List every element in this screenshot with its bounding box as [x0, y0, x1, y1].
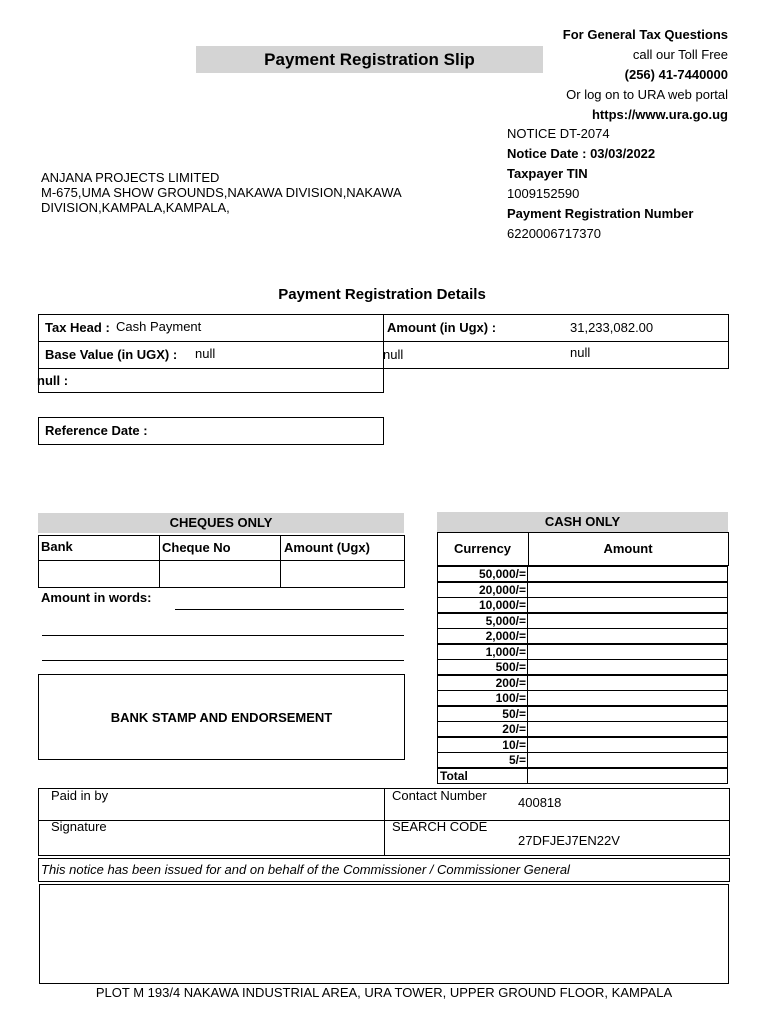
cash-row	[437, 613, 728, 629]
prn-label: Payment Registration Number	[507, 206, 694, 221]
denomination-label: 10/=	[437, 737, 528, 753]
cheque-bank-input[interactable]	[38, 560, 160, 588]
cash-row	[437, 690, 728, 706]
cash-row	[437, 706, 728, 722]
cheques-heading: CHEQUES ONLY	[38, 513, 404, 533]
taxpayer-tin-label: Taxpayer TIN	[507, 166, 588, 181]
denomination-amount-field[interactable]	[528, 582, 728, 598]
notice-date: Notice Date : 03/03/2022	[507, 146, 656, 161]
col-amount-ugx: Amount (Ugx)	[284, 540, 370, 555]
null-row-cell	[38, 368, 384, 393]
amount-in-words-label: Amount in words:	[41, 590, 152, 605]
cash-total-amount[interactable]	[528, 768, 728, 784]
denomination-amount-field[interactable]	[528, 706, 728, 722]
amount-words-line-2[interactable]	[42, 635, 404, 636]
cash-row	[437, 737, 728, 753]
address-line-2: M-675,UMA SHOW GROUNDS,NAKAWA DIVISION,NAKAWA	[41, 185, 402, 200]
denomination-amount-field[interactable]	[528, 613, 728, 629]
denomination-label: 5/=	[437, 752, 528, 768]
details-heading: Payment Registration Details	[278, 286, 486, 303]
col-amount: Amount	[603, 541, 653, 556]
tax-head-value: Cash Payment	[116, 319, 202, 334]
address-line-3: DIVISION,KAMPALA,KAMPALA,	[41, 200, 230, 215]
taxpayer-address	[41, 170, 441, 215]
denomination-label: 20,000/=	[437, 582, 528, 598]
reference-date-label: Reference Date :	[45, 423, 148, 438]
toll-free-phone: (256) 41-7440000	[624, 67, 728, 82]
denomination-label: 1,000/=	[437, 644, 528, 660]
denomination-amount-field[interactable]	[528, 659, 728, 675]
denomination-label: 50,000/=	[437, 566, 528, 582]
notice-number: NOTICE DT-2074	[507, 126, 610, 141]
denomination-label: 20/=	[437, 721, 528, 737]
denomination-label: 2,000/=	[437, 628, 528, 644]
denomination-amount-field[interactable]	[528, 675, 728, 691]
denomination-amount-field[interactable]	[528, 644, 728, 660]
denomination-amount-field[interactable]	[528, 721, 728, 737]
denomination-label: 10,000/=	[437, 597, 528, 613]
search-code-label: SEARCH CODE	[392, 819, 488, 834]
tax-info-heading: For General Tax Questions	[562, 27, 728, 42]
footer-address: PLOT M 193/4 NAKAWA INDUSTRIAL AREA, URA TOWER, UPPER GROUND FLOOR, KAMPALA	[95, 985, 673, 1000]
denomination-label: 5,000/=	[437, 613, 528, 629]
signature-label: Signature	[51, 819, 107, 834]
cash-row	[437, 721, 728, 737]
cash-total-row	[437, 768, 728, 784]
col-cheque-no: Cheque No	[162, 540, 231, 555]
denomination-label: 500/=	[437, 659, 528, 675]
cash-row	[437, 644, 728, 660]
notice-info	[507, 124, 747, 244]
bank-stamp-label: BANK STAMP AND ENDORSEMENT	[110, 710, 333, 725]
null-label: null	[383, 347, 404, 362]
col-bank: Bank	[41, 539, 73, 554]
null-value: null	[570, 345, 591, 360]
amount-label: Amount (in Ugx) :	[387, 320, 497, 335]
denomination-amount-field[interactable]	[528, 597, 728, 613]
null-row-label: null :	[37, 373, 69, 388]
amount-value: 31,233,082.00	[570, 320, 654, 335]
taxpayer-tin: 1009152590	[507, 186, 580, 201]
cash-row	[437, 566, 728, 582]
denomination-amount-field[interactable]	[528, 628, 728, 644]
denomination-label: 100/=	[437, 690, 528, 706]
cash-row	[437, 628, 728, 644]
tax-info-line1: call our Toll Free	[632, 47, 728, 62]
denomination-amount-field[interactable]	[528, 566, 728, 582]
remarks-box	[39, 884, 729, 984]
cash-total-label	[437, 768, 528, 784]
cash-heading: CASH ONLY	[437, 512, 728, 532]
contact-number-value: 400818	[518, 795, 562, 810]
paid-in-by-label: Paid in by	[51, 788, 109, 803]
base-value-label: Base Value (in UGX) :	[45, 347, 178, 362]
cash-row	[437, 582, 728, 598]
cheque-amount-input[interactable]	[280, 560, 405, 588]
cash-row	[437, 675, 728, 691]
notice-text: This notice has been issued for and on behalf of the Commissioner / Commissioner General	[41, 862, 570, 877]
denomination-amount-field[interactable]	[528, 737, 728, 753]
prn-value: 6220006717370	[507, 226, 601, 241]
amount-words-line-1[interactable]	[175, 609, 404, 610]
col-currency: Currency	[453, 541, 512, 556]
cash-row	[437, 597, 728, 613]
contact-number-label: Contact Number	[392, 788, 487, 803]
tax-info	[470, 25, 728, 125]
denomination-amount-field[interactable]	[528, 752, 728, 768]
tax-head-label: Tax Head :	[45, 320, 110, 335]
base-value-value: null	[195, 346, 216, 361]
ura-portal-link[interactable]: https://www.ura.go.ug	[591, 107, 728, 122]
cash-row	[437, 752, 728, 768]
tax-info-line3: Or log on to URA web portal	[566, 87, 728, 102]
denomination-label: 50/=	[437, 706, 528, 722]
total-label: Total	[440, 769, 468, 783]
page-title: Payment Registration Slip	[264, 50, 475, 69]
denomination-label: 200/=	[437, 675, 528, 691]
amount-words-line-3[interactable]	[42, 660, 404, 661]
cash-row	[437, 659, 728, 675]
address-line-1: ANJANA PROJECTS LIMITED	[41, 170, 220, 185]
denomination-amount-field[interactable]	[528, 690, 728, 706]
search-code-value: 27DFJEJ7EN22V	[518, 833, 620, 848]
null-value-cell	[383, 341, 729, 369]
cheque-no-input[interactable]	[159, 560, 281, 588]
